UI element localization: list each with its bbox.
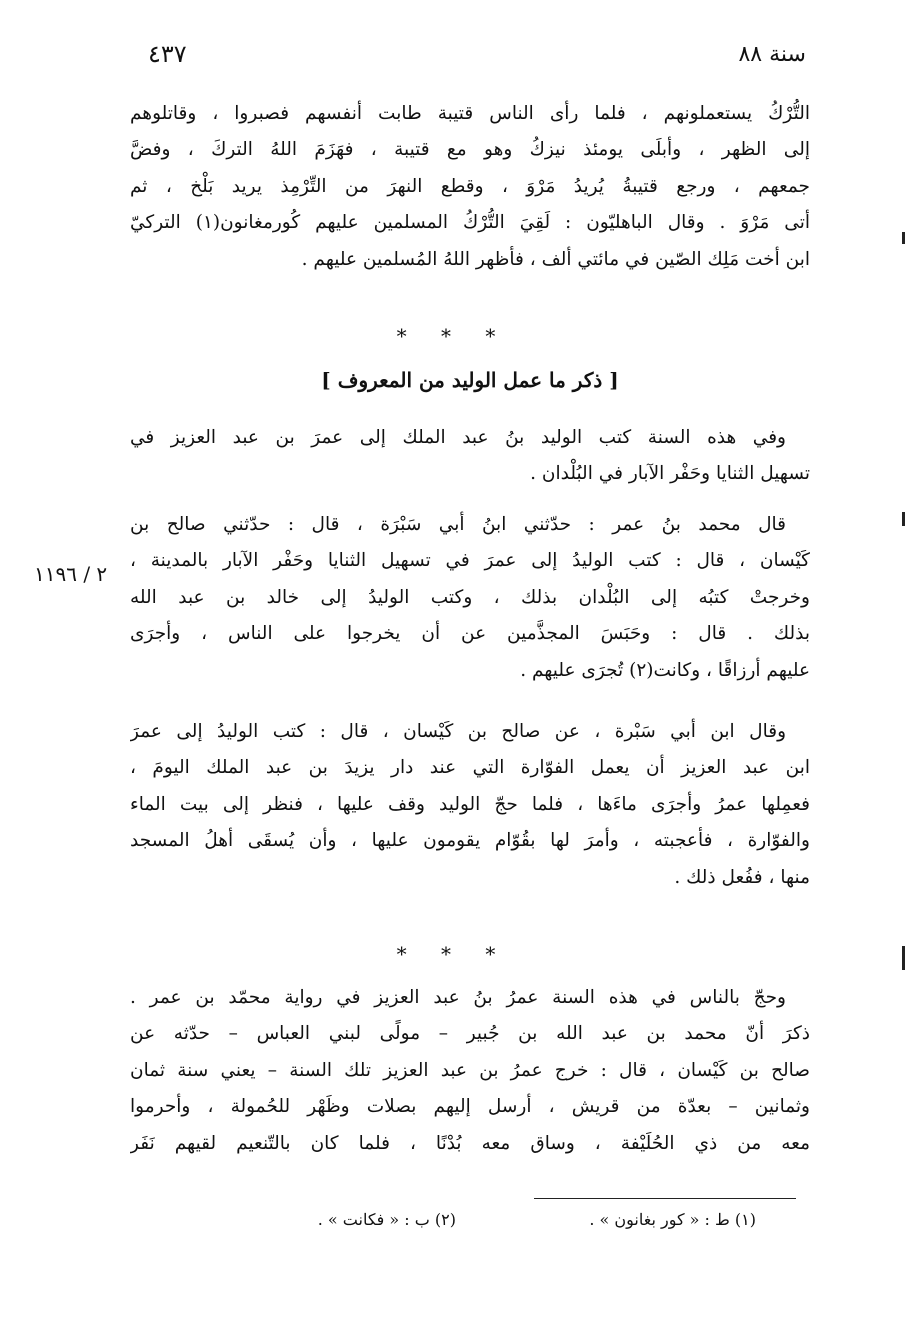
text-line: أتى مَرْوَ . وقال الباهليّون : لَقِيَ التُّرْكُ المسلمين عليهم كُورمغانون(١) التركيّ: [130, 212, 810, 234]
text-line: والفوّارة ، فأعجبته ، وأمرَ لها بقُوّام يقومون عليها ، وأن يُسقَى أهلُ المسجد: [130, 830, 810, 852]
section-heading: [ ذكر ما عمل الوليد من المعروف ]: [321, 368, 619, 392]
text-line: منها ، ففُعل ذلك .: [674, 866, 810, 888]
footnote-rule: [534, 1198, 796, 1199]
margin-reference: ٢ / ١١٩٦: [34, 562, 108, 586]
scan-edge-mark: [902, 232, 905, 244]
text-line: وفي هذه السنة كتب الوليد بنُ عبد الملك إلى عمرَ بن عبد العزيز في: [130, 427, 786, 448]
text-line: إلى الظهر ، وأبلَى يومئذ نيزكُ وهو مع قتيبة ، فهَزَمَ اللهُ التركَ ، وفضَّ: [130, 139, 810, 161]
paragraph-pilgrimage: [130, 980, 810, 1162]
scan-edge-mark: [902, 512, 905, 526]
text-line: قال محمد بنُ عمر : حدّثني ابنُ أبي سَبْرَة ، قال : حدّثني صالح بن: [130, 514, 786, 535]
text-line: وقال ابن أبي سَبْرة ، عن صالح بن كَيْسان ، قال : كتب الوليدُ إلى عمرَ: [130, 721, 786, 742]
text-line: صالح بن كَيْسان ، قال : خرج عمرُ بن عبد العزيز تلك السنة – يعني سنة ثمان: [130, 1059, 810, 1081]
paragraph-battle-report: [130, 96, 810, 278]
text-line: ذكرَ أنّ محمد بن عبد الله بن جُبير – مولًى لبني العباس – حدّثه عن: [130, 1023, 810, 1045]
paragraph-walid-letter: [130, 420, 810, 493]
text-line: ابن أخت مَلِك الصّين في مائتي ألف ، فأظهر اللهُ المُسلمين عليهم .: [301, 248, 810, 270]
text-line: وخرجتْ كتبُه إلى البُلْدان بذلك ، وكتب الوليدُ إلى خالد بن عبد الله: [130, 586, 810, 608]
page-number: ٤٣٧: [148, 40, 187, 68]
text-line: تسهيل الثنايا وحَفْر الآبار في البُلْدان .: [530, 463, 810, 485]
section-separator: * * *: [396, 324, 510, 348]
text-line: فعمِلها عمرُ وأجرَى ماءَها ، فلما حجّ الوليد وقف عليها ، فنظر إلى بيت الماء: [130, 793, 810, 815]
text-line: عليهم أرزاقًا ، وكانت(٢) تُجرَى عليهم .: [520, 659, 810, 681]
text-line: بذلك . قال : وحَبَسَ المجذَّمين عن أن يخرجوا على الناس ، وأجرَى: [130, 623, 810, 645]
footnote-1: (١) ط : « كور بغانون » .: [589, 1210, 756, 1229]
text-line: وحجّ بالناس في هذه السنة عمرُ بنُ عبد العزيز في رواية محمّد بن عمر .: [130, 987, 786, 1008]
paragraph-narration-saleh: [130, 507, 810, 689]
section-separator: * * *: [396, 942, 510, 966]
text-line: معه من ذي الحُلَيْفة ، وساق معه بُدْنًا ، فلما كان بالتّنعيم لقيهم نَفَر: [130, 1132, 810, 1154]
text-line: ابن عبد العزيز أن يعمل الفوّارة التي عند دار يزيدَ بن عبد الملك اليومَ ،: [130, 757, 810, 779]
text-line: وثمانين – بعدّة من قريش ، أرسل إليهم بصلات وظَهْر للحُمولة ، وأحرموا: [130, 1096, 810, 1118]
text-line: كَيْسان ، قال : كتب الوليدُ إلى عمرَ في تسهيل الثنايا وحَفْر الآبار بالمدينة ،: [130, 550, 810, 572]
text-line: جمعهم ، ورجع قتيبةُ يُريدُ مَرْوَ ، وقطع النهرَ من التِّرْمِذ يريد بَلْخ ، ثم: [130, 175, 810, 197]
year-header: سنة ٨٨: [738, 42, 806, 67]
text-line: التُّرْكُ يستعملونهم ، فلما رأى الناس قتيبة طابت أنفسهم فصبروا ، وقاتلوهم: [130, 103, 810, 124]
footnote-2: (٢) ب : « فكانت » .: [317, 1210, 456, 1229]
paragraph-fountain: [130, 714, 810, 896]
